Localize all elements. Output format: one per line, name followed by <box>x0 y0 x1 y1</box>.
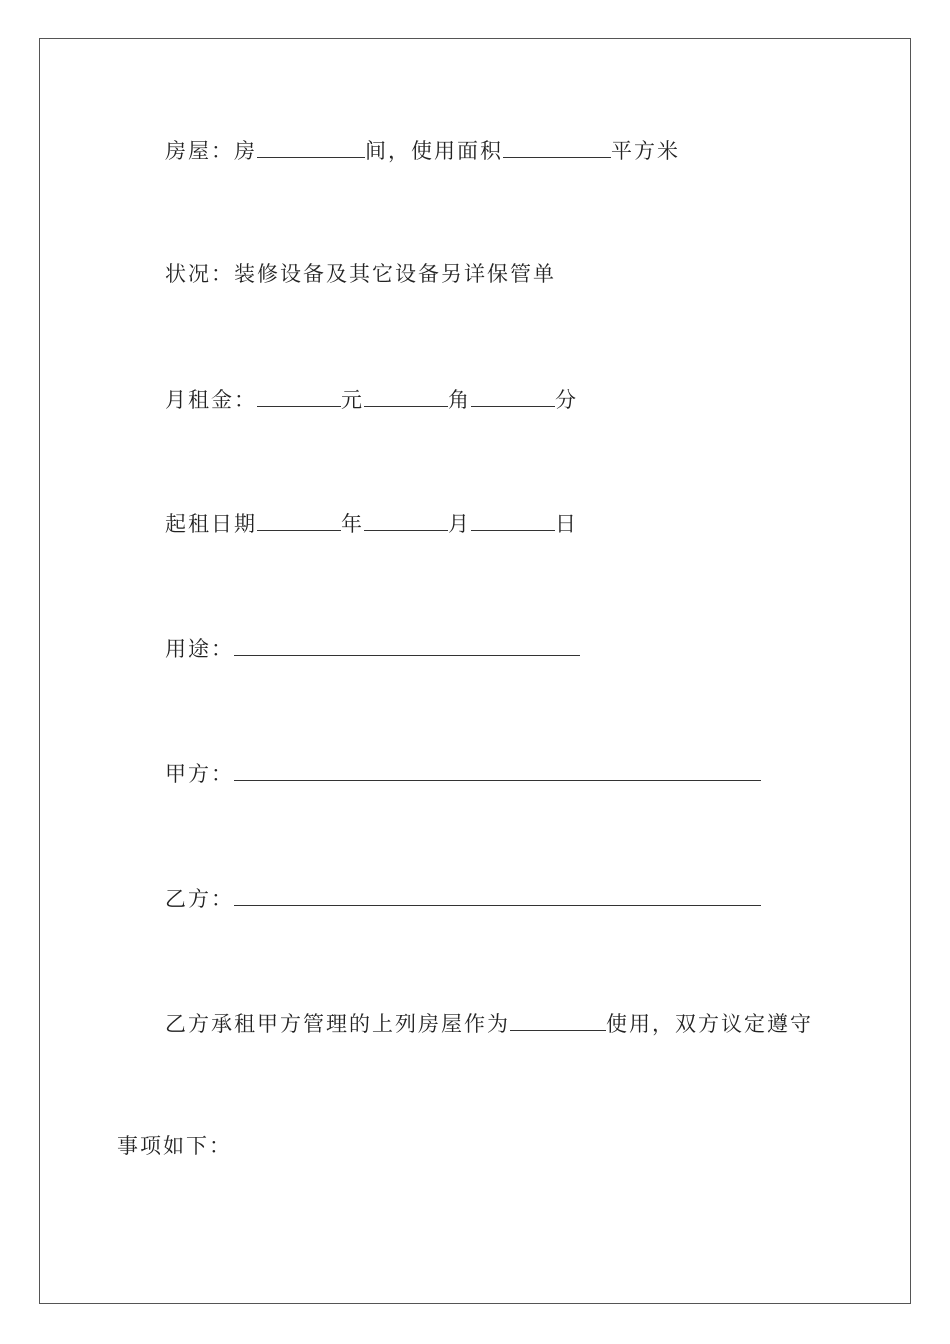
house-line <box>165 135 680 165</box>
party-b-label: 乙方： <box>165 887 234 911</box>
party-a-line <box>165 758 761 788</box>
agreement-part2: 使用，双方议定遵守 <box>606 1012 813 1036</box>
rent-yuan-unit: 元 <box>341 388 364 412</box>
rent-jiao-blank[interactable] <box>364 384 448 407</box>
usage-blank[interactable] <box>234 633 580 656</box>
month-blank[interactable] <box>364 508 448 531</box>
party-b-blank[interactable] <box>234 883 761 906</box>
area-unit: 平方米 <box>611 139 680 163</box>
area-blank[interactable] <box>503 135 611 158</box>
rent-fen-blank[interactable] <box>471 384 555 407</box>
year-blank[interactable] <box>257 508 341 531</box>
agreement-continuation <box>117 1131 232 1161</box>
party-a-blank[interactable] <box>234 758 761 781</box>
usage-line <box>165 633 580 663</box>
agreement-part1: 乙方承租甲方管理的上列房屋作为 <box>165 1012 510 1036</box>
year-unit: 年 <box>341 512 364 536</box>
usage-label: 用途： <box>165 637 234 661</box>
condition-text: 状况：装修设备及其它设备另详保管单 <box>165 262 556 286</box>
rent-fen-unit: 分 <box>555 388 578 412</box>
page-border <box>39 38 911 1304</box>
rent-yuan-blank[interactable] <box>257 384 341 407</box>
condition-line <box>165 259 556 289</box>
rent-line <box>165 384 578 414</box>
agreement-use-blank[interactable] <box>510 1008 606 1031</box>
house-label: 房屋：房 <box>165 139 257 163</box>
rooms-unit: 间，使用面积 <box>365 139 503 163</box>
day-unit: 日 <box>555 512 578 536</box>
agreement-line <box>165 1008 813 1038</box>
rent-jiao-unit: 角 <box>448 388 471 412</box>
month-unit: 月 <box>448 512 471 536</box>
start-date-line <box>165 508 578 538</box>
party-a-label: 甲方： <box>165 762 234 786</box>
agreement-part3: 事项如下： <box>117 1134 232 1158</box>
rent-label: 月租金： <box>165 388 257 412</box>
start-date-label: 起租日期 <box>165 512 257 536</box>
rooms-blank[interactable] <box>257 135 365 158</box>
party-b-line <box>165 883 761 913</box>
day-blank[interactable] <box>471 508 555 531</box>
